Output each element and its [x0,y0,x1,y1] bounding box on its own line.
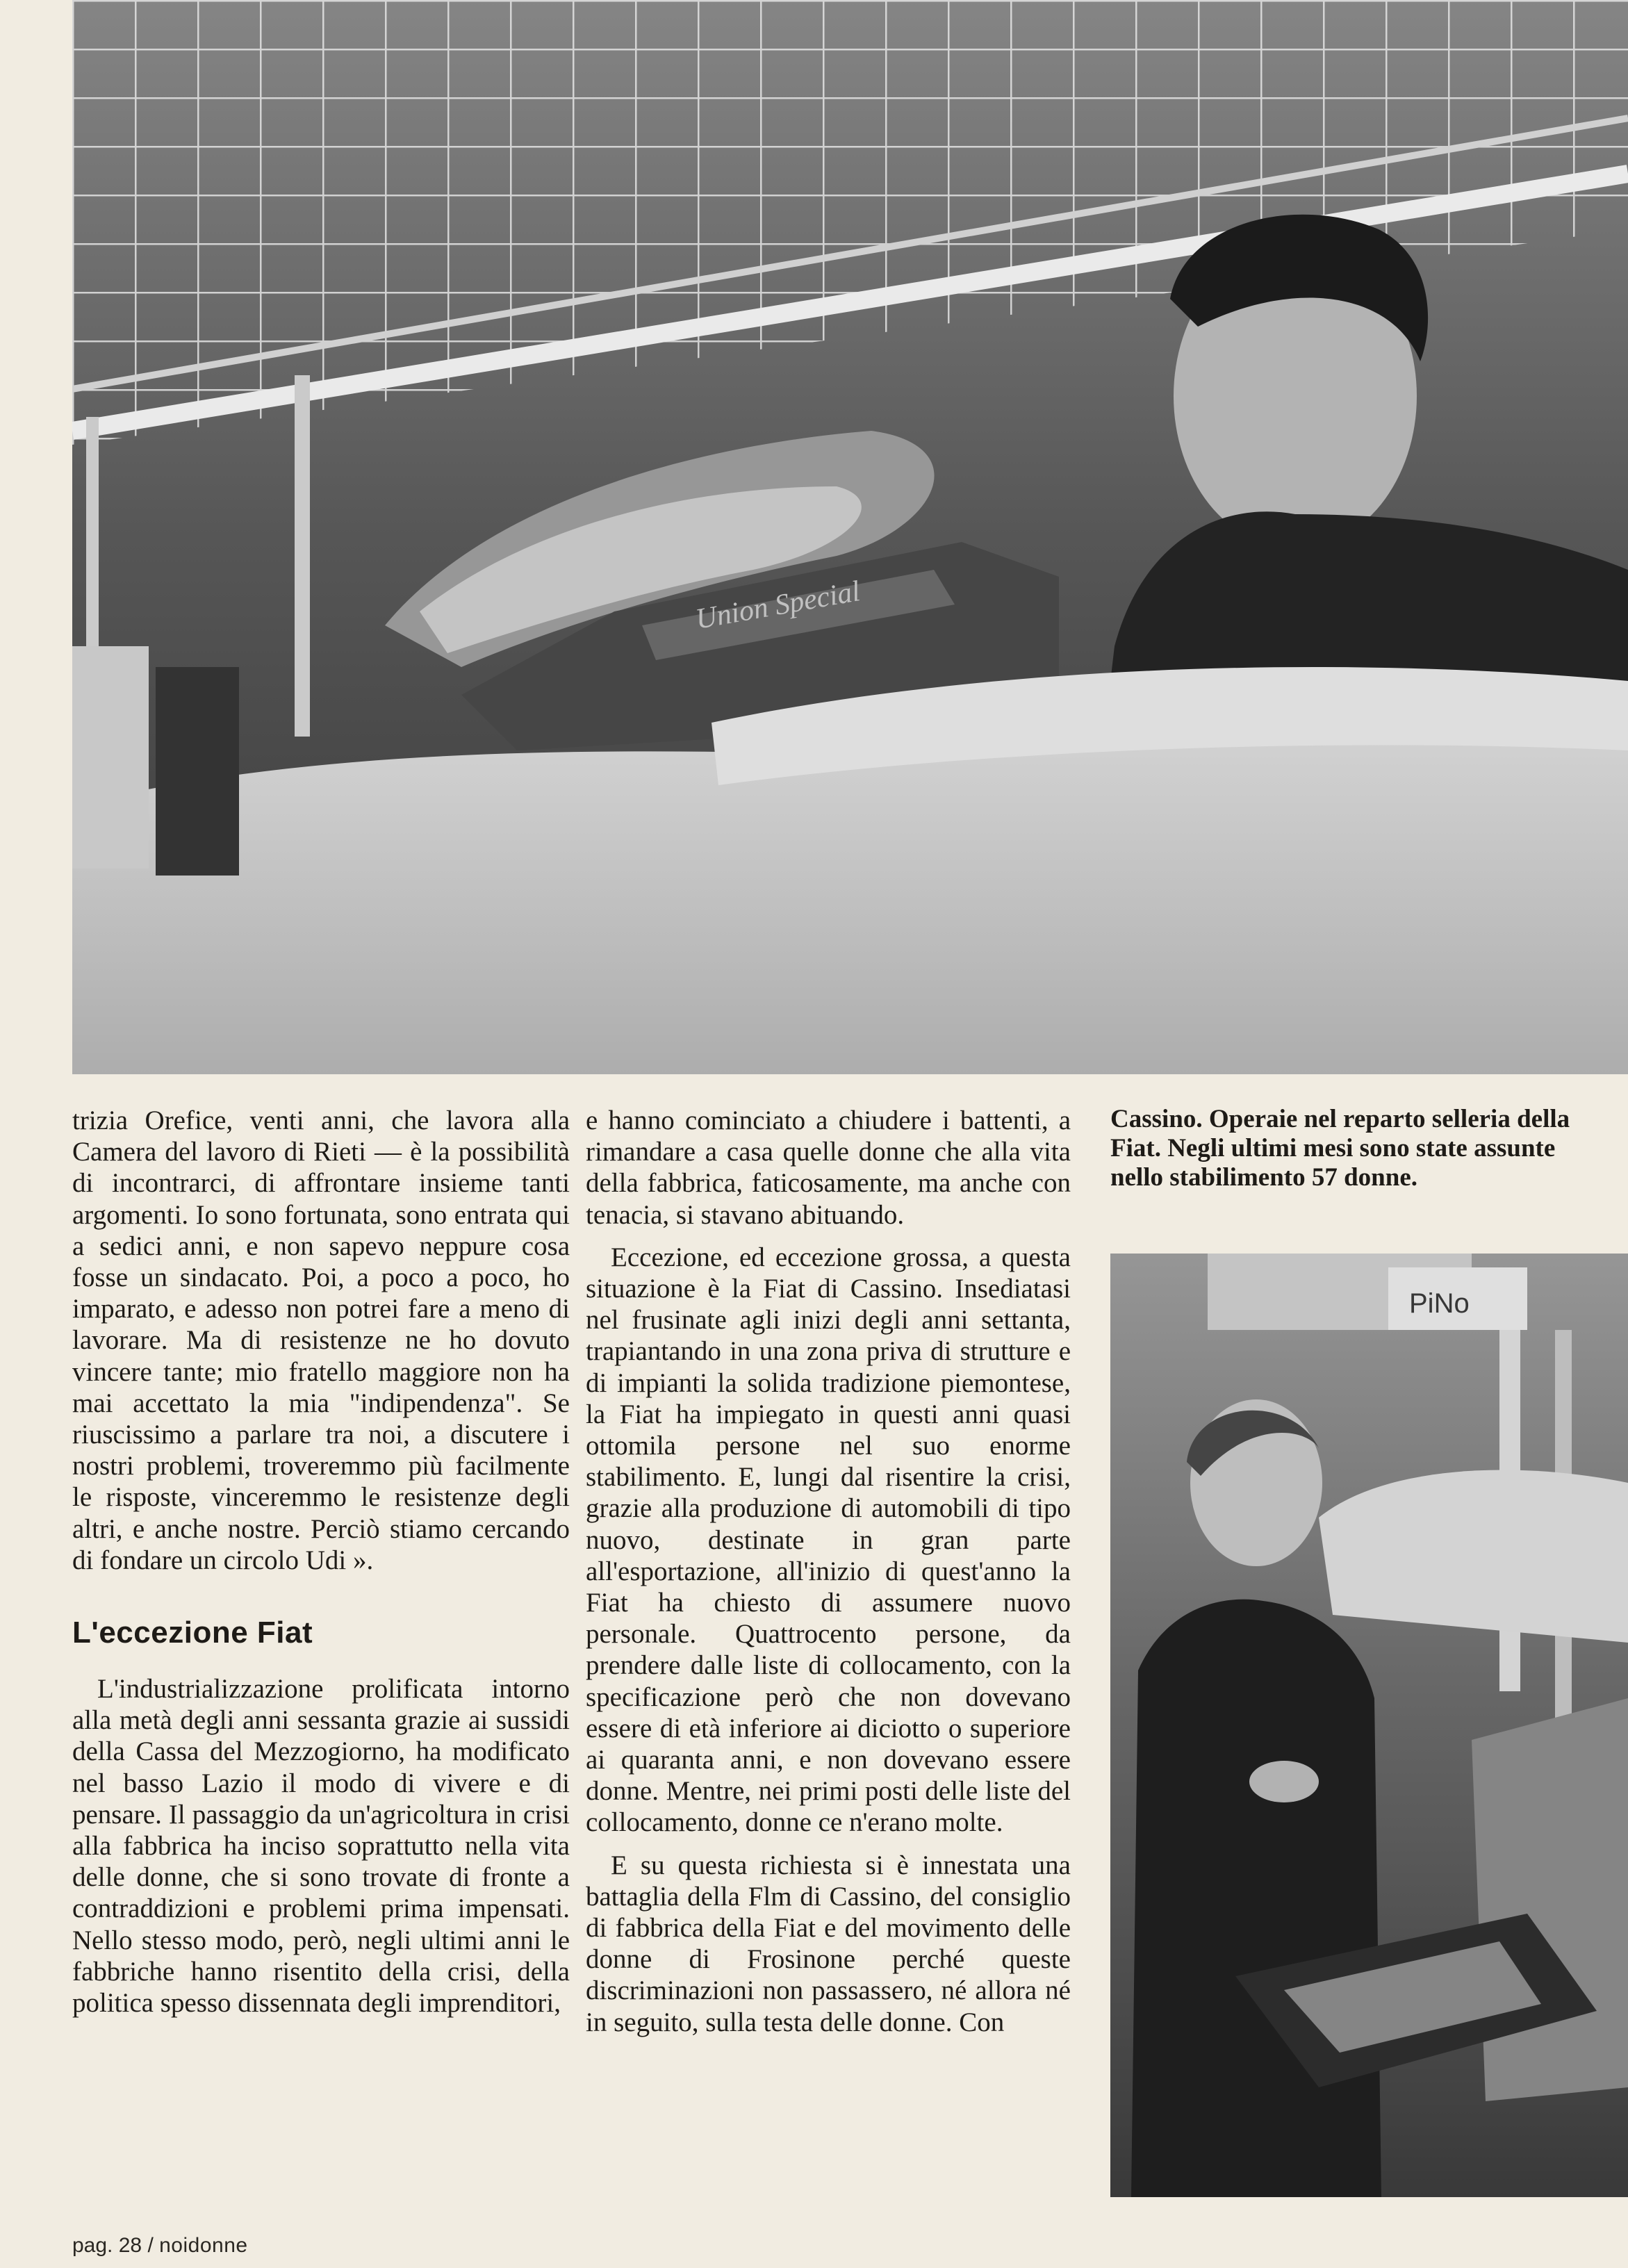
col2-paragraph-1: e hanno cominciato a chiudere i battenti, a rimandare a casa quelle donne che alla vita della fabbrica, faticosamente, ma anche con tenacia, si stavano abituando. [586,1106,1071,1230]
text-column-1 [72,1105,570,2019]
col1-paragraph-1: trizia Orefice, venti anni, che lavora alla Camera del lavoro di Rieti — è la possibilità di incontrarci, di affrontare insieme tanti argomenti. Io sono fortunata, sono entrata qui a sedici anni, e non sapevo neppure cosa fosse un sindacato. Poi, a poco a poco, ho imparato, e adesso non potrei fare a meno di lavorare. Ma di resistenze ne ho dovuto vincere tante; mio fratello maggiore non ha mai accettato la mia "indipendenza". Se riuscissimo a parlare tra noi, a discutere i nostri problemi, troveremmo più facilmente le risposte, vinceremmo le resistenze degli altri, e anche nostre. Perciò stiamo cercando di fondare un circolo Udi ». [72,1106,570,1575]
top-photo-seamstress [72,0,1628,1074]
machine-label: Union Special [693,575,863,636]
page-footer [72,2234,248,2258]
col1-paragraph-2: L'industrializzazione prolificata intorno alla metà degli anni sessanta grazie ai sussidi della Cassa del Mezzogiorno, ha modificato nel basso Lazio il modo di vivere e di pensare. Il passaggio da un'agricoltura in crisi alla fabbrica ha inciso soprattutto nella vita delle donne, che si sono trovate di fronte a contraddizioni e problemi prima impensati. Nello stesso modo, però, negli ultimi anni le fabbriche hanno risentito della crisi, della politica spesso dissennata degli imprenditori, [72,1674,570,2019]
col2-paragraph-3: E su questa richiesta si è innestata una battaglia della Flm di Cassino, del consiglio di fabbrica della Fiat e del movimento delle donne di Frosinone perché queste discriminazioni non passassero, né allora né in seguito, sulla testa delle donne. Con [586,1850,1071,2037]
photo-caption: Cassino. Operaie nel reparto selleria della Fiat. Negli ultimi mesi sono state assunte nello stabilimento 57 donne. [1110,1105,1570,1192]
footer-separator: / [147,2234,154,2257]
page-number: pag. 28 [72,2234,142,2257]
side-photo-worker [1110,1254,1628,2197]
section-heading: L'eccezione Fiat [72,1616,313,1650]
magazine-name: noidonne [159,2234,248,2257]
col2-paragraph-2: Eccezione, ed eccezione grossa, a questa situazione è la Fiat di Cassino. Insediatasi nel frusinate agli inizi degli anni settanta, trapiantando in una zona priva di strutture e di impianti la solida tradizione piemontese, la Fiat ha impiegato in questi anni quasi ottomila persone nel suo enorme stabilimento. E, lungi dal risentire la crisi, grazie alla produzione di automobili di tipo nuovo, destinate in gran parte all'esportazione, all'inizio di quest'anno la Fiat ha chiesto di assumere nuovo personale. Quattrocento persone, da prendere dalle liste di collocamento, con la specificazione però che non dovevano essere di età inferiore ai diciotto o superiore ai quaranta anni, e non dovevano essere donne. Mentre, nei primi posti delle liste del collocamento, donne ce n'erano molte. [586,1242,1071,1838]
text-column-2 [586,1105,1071,2038]
sign-text: PiNo [1409,1288,1470,1319]
